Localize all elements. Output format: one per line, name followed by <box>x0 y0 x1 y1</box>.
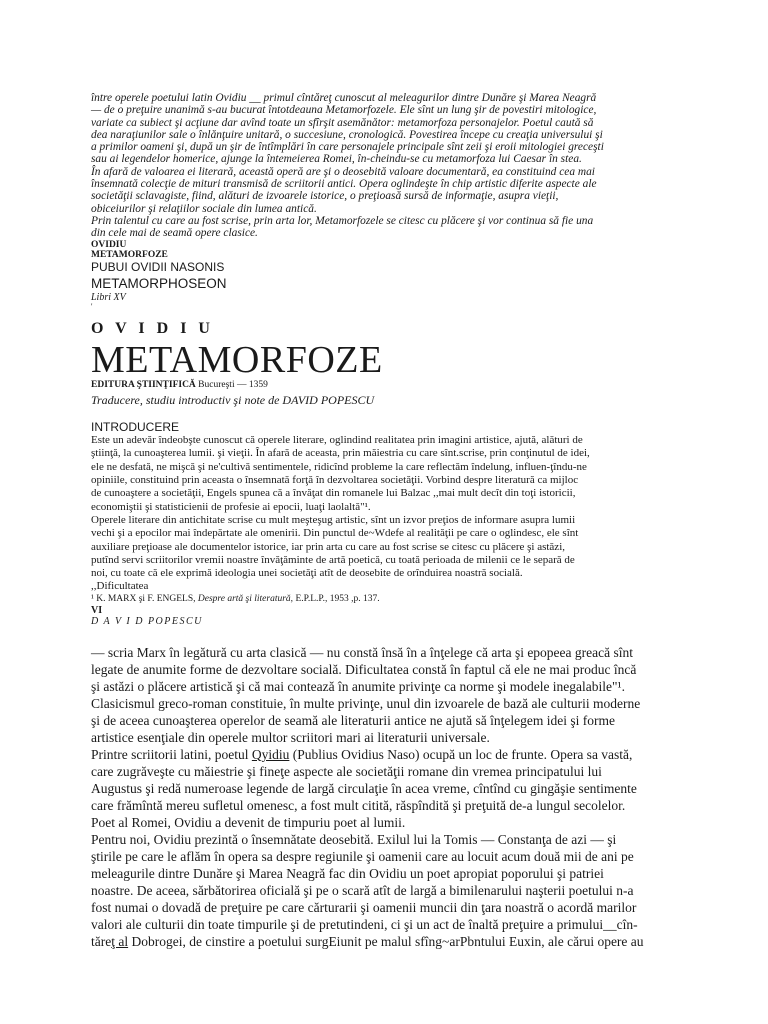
text-line: Clasicismul greco-roman constituie, în multe privinţe, unul din izvoarele de bază ale culturii moderne <box>91 695 641 711</box>
latin-title: METAMORPHOSEON <box>91 276 227 292</box>
text-line: ele ne desfată, ne mişcă şi ne'cultivă sentimentele, ridicînd probleme la care reflectăm îndelung, influen-ţîndu-ne <box>91 460 587 473</box>
text-line: însemnată colecţie de mituri transmisă de scriitorii antici. Opera oglindeşte în chip artistic diferite aspecte ale <box>91 178 597 191</box>
text-line: din cele mai de seamă opere clasice. <box>91 227 258 240</box>
text-line: şi astăzi o plăcere artistică şi că mai contează în anumite privinţe ca norme şi modele inegalabile"¹. <box>91 678 625 694</box>
page-number: VI <box>91 604 103 616</box>
latin-author: PUBUI OVIDII NASONIS <box>91 260 225 275</box>
text-line: sau ai legendelor homerice, ajunge la întemeierea Romei, în-cheindu-se cu metamorfoza lui Caesar în stea. <box>91 153 582 166</box>
text-line: obiceiurilor şi relaţiilor sociale din lumea antică. <box>91 202 317 215</box>
title-page-author: O V I D I U <box>91 320 214 338</box>
ovidiu-link[interactable]: Qyidiu <box>251 746 290 762</box>
text-line: tăreţ al Dobrogei, de cinstire a poetului surgEiunit pe malul sfîng~arPbntului Euxin, ale cărui opere au <box>91 933 644 949</box>
introduction-text <box>91 434 679 594</box>
text-line: variate ca subiect şi acţiune dar avînd toate un sfîrşit asemănător: metamorfoza personajelor. Poetul caută să <box>91 116 594 129</box>
text-line: auxiliare preţioase ale documentelor istorice, iar prin arta cu care au fost scrise se citesc cu plăcere şi astăzi, <box>91 540 565 553</box>
text-line: şi de aceea cunoaşterea operelor de seamă ale literaturii antice ne ajută să înţelegem idei şi forme <box>91 712 615 728</box>
text-line: între operele poetului latin Ovidiu __ primul cîntăreţ cunoscut al meleagurilor dintre Dunăre şi Marea Neagră <box>91 92 597 104</box>
text-line: a primilor oameni şi, după un şir de întîmplări în care personajele principale sînt zeii şi eroii mitologiei greceşti <box>91 141 604 154</box>
text-line: ,,Dificultatea <box>91 580 149 593</box>
libri-label: Libri XV <box>91 292 126 304</box>
text-line: Poet al Romei, Ovidiu a devenit de timpuriu poet al lumii. <box>91 814 406 830</box>
text-line: noastre. De aceea, sărbătorirea oficială şi pe o scară atît de largă a bimilenarului naşterii poetului n-a <box>91 882 634 898</box>
text-line: ştirile pe care le aflăm în opera sa despre regiunile şi oamenii care au locuit acum două mii de ani pe <box>91 848 634 864</box>
text-line: legate de anumite forme de dezvoltare socială. Dificultatea constă în faptul că ele ne mai produc încă <box>91 661 637 677</box>
text-line: dea naraţiunilor sale o înlănţuire unitară, o succesiune, cronologică. Povestirea începe cu creaţia universului şi <box>91 128 603 141</box>
text-line: Pentru noi, Ovidiu prezintă o însemnătate deosebită. Exilul lui la Tomis — Constanţa de azi — şi <box>91 831 617 847</box>
text-line: care frămîntă mereu sufletul omenesc, a fost mult citită, răspîndită şi preţuită de-a lungul secolelor. <box>91 797 626 813</box>
introduction-heading: INTRODUCERE <box>91 420 180 435</box>
text-line: opiniile, constituind prin aceasta o însemnată forţă în dezvoltarea societăţii. Vorbind despre literatură ca mijloc <box>91 474 579 487</box>
text-line: — de o preţuire unanimă s-au bucurat întotdeauna Metamorfozele. Ele sînt un lung şir de povestiri mitologice, <box>91 104 597 117</box>
header-title-small: METAMORFOZE <box>91 250 168 261</box>
text-line: economiştii şi statisticienii de profesie ai epocii, luaţi laolaltă"¹. <box>91 500 371 513</box>
underlined-text: ţ al <box>111 933 129 949</box>
text-line: Este un adevăr îndeobşte cunoscut că operele literare, oglindind realitatea prin imagini artistice, ajută, alături de <box>91 434 583 447</box>
publisher-place-year: Bucureşti — 1359 <box>195 380 268 391</box>
text-line: În afară de valoarea ei literară, această operă are şi o deosebită valoare documentară, ea constituind cea mai <box>91 165 595 178</box>
author-signature: D A V I D POPESCU <box>91 615 203 627</box>
header-author-small: OVIDIU <box>91 239 127 250</box>
text-line: vechi şi a epocilor mai îndepărtate ale omenirii. Din punctul de~Wdefe al realităţii pe care o oglindesc, ele sînt <box>91 527 579 540</box>
text-line: Augustus şi redă numeroase legende de largă circulaţie în acea vreme, cîntînd cu gingăşie sentimente <box>91 780 637 796</box>
text-line: putînd servi scriitorilor vremii noastre învăţăminte de artă poetică, cu toată perioada de milenii ce le separă de <box>91 553 575 566</box>
summary-paragraph <box>91 92 679 240</box>
text-line: fost numai o dovadă de preţuire pe care cărturarii şi oamenii muncii din ţara noastră o acordă marilor <box>91 899 637 915</box>
text-line: meleagurile dintre Dunăre şi Marea Neagră fac din Ovidiu un poet apropiat poporului şi patriei <box>91 865 604 881</box>
text-line: care zugrăveşte cu măiestrie şi fineţe aspecte ale societăţii romane din vremea principatului lui <box>91 763 602 779</box>
body-text <box>91 644 679 950</box>
publisher-line <box>91 380 679 391</box>
text-line: ştiinţă, la cunoaşterea lumii. şi vieţii. În afară de aceasta, prin măiestria cu care sînt.scrise, prin conţinutul de idei, <box>91 447 590 460</box>
text-line: valori ale culturii din toate timpurile şi de pretutindeni, ci şi un act de înaltă preţuire a primului__cîn- <box>91 916 638 932</box>
text-line: de cunoaştere a societăţii, Engels spunea că a învăţat din romanele lui Balzac ,,mai mult decît din toţi istoricii, <box>91 487 576 500</box>
text-line: Prin talentul cu care au fost scrise, prin arta lor, Metamorfozele se citesc cu plăcere şi vor continua să fie una <box>91 214 594 227</box>
translation-credit: Traducere, studiu introductiv şi note de DAVID POPESCU <box>91 393 375 408</box>
text-line: noi, cu toate că ele exprimă ideologia unei societăţi atît de deosebite de orînduirea noastră socială. <box>91 567 523 580</box>
text-line: Operele literare din antichitate scrise cu mult meşteşug artistic, sînt un izvor preţios de informare asupra lumii <box>91 513 576 526</box>
footnote: ¹ K. MARX şi F. ENGELS, Despre artă şi literatură, E.P.L.P., 1953 ,p. 137. <box>91 593 380 604</box>
text-line: — scria Marx în legătură cu arta clasică — nu constă însă în a înţelege că arta şi epopeea greacă sînt <box>91 644 634 660</box>
text-line: societăţii sclavagiste, fiind, alături de izvoarele istorice, o preţioasă sursă de informaţie, asupra vieţii, <box>91 190 559 203</box>
title-page-title: METAMORFOZE <box>91 339 383 382</box>
stray-mark: ' <box>91 302 93 312</box>
publisher-name: EDITURA ŞTIINŢIFICĂ <box>91 380 196 391</box>
document-page <box>91 92 679 950</box>
text-line: artistice esenţiale din operele multor scriitori mari ai literaturii universale. <box>91 729 490 745</box>
text-line: Printre scriitorii latini, poetul Qyidiu (Publius Ovidius Naso) ocupă un loc de frunte. Opera sa vastă, <box>91 746 633 762</box>
